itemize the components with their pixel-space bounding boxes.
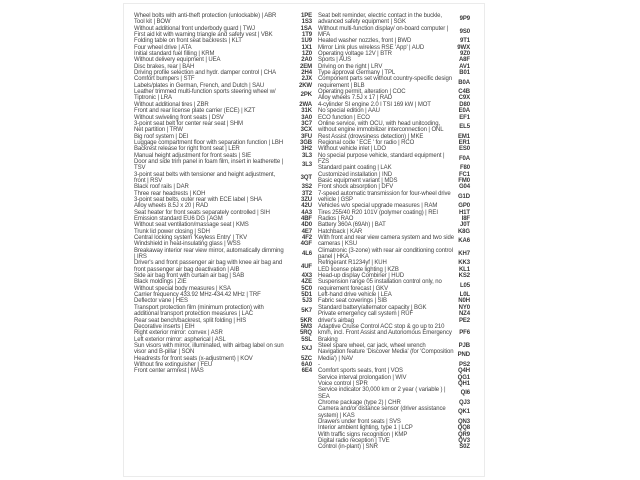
equipment-row (318, 406, 470, 419)
equipment-description: 7-speed automatic transmission for four-wheel drive vehicle | GSP (318, 190, 451, 203)
equipment-code: 4F2 (301, 235, 312, 242)
equipment-code: PE2 (458, 317, 470, 324)
equipment-description: Drawers under front seats | SVS (318, 419, 401, 425)
equipment-description: Black moldings | ZIE (134, 279, 187, 286)
equipment-description: Trunk lid power closing | SDH (134, 228, 210, 235)
equipment-description: Front shock absorption | DFV (318, 184, 394, 191)
equipment-code: 3A0 (301, 114, 312, 121)
equipment-row (134, 368, 312, 374)
equipment-description: Leather trimmed multi-function sports steering wheel w/ Tiptronic | LRA (134, 89, 276, 102)
equipment-code: PND (457, 352, 470, 359)
equipment-code: 1Z0 (301, 51, 312, 58)
equipment-description: Four wheel drive | ATA (134, 44, 192, 51)
equipment-code: EM1 (457, 133, 470, 140)
equipment-code: C4B (458, 89, 470, 96)
equipment-code: Q4H (457, 368, 470, 375)
equipment-description: Online service, with OCU, with head unitcoding, without engine immobilizer interconnection | ONL (318, 120, 444, 134)
equipment-row (318, 387, 470, 400)
equipment-description: Seat belt reminder, electric contact in the buckle, advanced safety equipment | SGK (318, 13, 442, 26)
equipment-description: Alloy wheels 7.5J x 17 | RAD (318, 95, 393, 102)
equipment-description: First aid kit with warning triangle and safety vest | VBK (134, 32, 273, 39)
equipment-code: 1SA (300, 25, 312, 32)
equipment-row (134, 172, 312, 185)
equipment-description: Without special body measures | KSA (134, 285, 231, 292)
equipment-code: 1PE (300, 13, 312, 19)
equipment-description: LED license plate lighting | KZB (318, 266, 399, 273)
equipment-description: Central locking system 'Keyless Entry' | TKV (134, 235, 248, 242)
equipment-code: KS2 (458, 273, 470, 280)
equipment-description: Without additional tires | ZBR (134, 101, 209, 108)
equipment-description: Sports | AUS (318, 57, 352, 64)
equipment-code: QG1 (457, 374, 470, 381)
equipment-description: Backrest release for right front seat | LER (134, 146, 240, 153)
equipment-code: 4UF (300, 263, 312, 270)
equipment-code: 6E4 (301, 368, 312, 375)
equipment-description: Rear seat bench/backrest, split folding | HIS (134, 317, 247, 324)
equipment-description: Mirror Link plus wireless RSE 'App' | AUD (318, 44, 425, 51)
equipment-row (318, 26, 470, 39)
equipment-row (134, 248, 312, 261)
equipment-description: Basic equipment variant | MDS (318, 177, 398, 184)
equipment-code: 3C7 (301, 120, 312, 127)
equipment-code: 1T9 (301, 32, 312, 39)
equipment-code: 5K7 (301, 307, 312, 314)
equipment-description: Suspension range 05 installation control only, no requirement forecast | GKV (318, 279, 442, 292)
equipment-code: 2KW (298, 82, 312, 89)
equipment-description: Driving on the right | LRV (318, 63, 383, 70)
equipment-description: Sun visors with mirror, illuminated, with airbag label on sun visor and B-pillar | SON (134, 342, 284, 356)
equipment-code: QQ8 (457, 425, 470, 432)
equipment-code: F80 (459, 165, 470, 172)
equipment-code: KH7 (458, 250, 470, 257)
equipment-description: Hatchback | KAR (318, 228, 363, 235)
equipment-description: Operating voltage 12V | BTR (318, 51, 392, 58)
equipment-code: 9P9 (459, 16, 470, 23)
equipment-code: 5J3 (302, 298, 312, 305)
equipment-code: 6A0 (301, 361, 312, 368)
equipment-description: Rest Assist (drowsiness detection) | MKE (318, 133, 424, 140)
equipment-row (134, 159, 312, 172)
equipment-code: QJ3 (458, 399, 470, 406)
equipment-code: 5D1 (301, 292, 312, 299)
equipment-description: Without vehicle inlet | LDO (318, 146, 386, 153)
equipment-row (134, 260, 312, 273)
equipment-description: Refrigerant R1234yf | KUH (318, 260, 387, 267)
equipment-code: B0A (458, 79, 470, 86)
equipment-code: L0L (459, 292, 470, 299)
equipment-code: PJB (458, 342, 470, 349)
equipment-row (318, 349, 470, 362)
equipment-code: 3GB (299, 139, 312, 146)
equipment-code: C9X (458, 95, 470, 102)
equipment-description: Big roof system | DEI (134, 133, 189, 140)
equipment-code: 2WA (299, 101, 312, 108)
equipment-description: Without additional front underbody guard | TWJ (134, 25, 255, 32)
equipment-description: 3-point seat belt for center rear seat | SHM (134, 120, 243, 127)
equipment-description: Radios | RAO (318, 216, 354, 222)
equipment-description: No special edition | AAU (318, 108, 380, 115)
equipment-code: N0H (458, 298, 470, 305)
equipment-code: 5C0 (301, 285, 312, 292)
equipment-description: Left exterior mirror: aspherical | ASL (134, 336, 226, 343)
equipment-row (134, 89, 312, 102)
equipment-code: NY0 (458, 304, 470, 311)
equipment-description: Three rear headrests | KOH (134, 190, 206, 197)
equipment-description: Service interval prolongation | WIV (318, 374, 407, 381)
equipment-description: Front center armrest | MAS (134, 368, 204, 375)
equipment-description: 3-point seat belts, outer rear with ECE label | SHA (134, 196, 262, 203)
equipment-description: Alloy wheels 8.5J x 20 | RAD (134, 203, 209, 210)
equipment-description: Head-up display Combiner | HUD (318, 273, 404, 280)
equipment-description: Side air bag front with curtain air bag | SAB (134, 273, 245, 280)
equipment-description: driver's airbag (318, 317, 354, 324)
equipment-code: 2PK (300, 92, 312, 99)
equipment-code: 5M3 (300, 323, 312, 330)
equipment-description: Black roof rails | DAR (134, 184, 189, 191)
equipment-description: Standard battery/alternator capacity | BGK (318, 304, 427, 311)
equipment-description: Digital radio reception | TVE (318, 438, 390, 445)
equipment-code: 1X1 (301, 44, 312, 51)
equipment-description: Camera and/or distance sensor (driver assistance system) | KAS (318, 406, 446, 419)
equipment-description: Transport protection film (minimum protection) with additional transport protection measures | LAC (134, 304, 264, 318)
equipment-code: E0A (458, 108, 470, 115)
equipment-description: Without delivery equipment | UEA (134, 57, 221, 64)
equipment-row (318, 235, 470, 248)
equipment-code: 2H4 (301, 70, 312, 77)
equipment-code: 2EM (299, 63, 312, 70)
equipment-description: Without seat ventilation/massage seat | KMS (134, 222, 249, 229)
equipment-description: Front and rear license plate carrier (ECE) | KZT (134, 108, 256, 115)
equipment-description: Steel spare wheel, car jack, wheel wrench (318, 342, 426, 349)
equipment-description: ECO function | ECO (318, 114, 370, 121)
equipment-description: Without swiveling front seats | DSV (134, 114, 224, 121)
equipment-description: Customized installation | IND (318, 171, 393, 178)
equipment-description: Emission standard EU6 DG | AGM (134, 216, 223, 222)
equipment-description: With front and rear view camera system and two side cameras | KSU (318, 235, 454, 248)
equipment-row (318, 76, 470, 89)
equipment-description: Net partition | TRW (134, 127, 183, 134)
equipment-description: Vehicles w/o special upgrade measures | RAM (318, 203, 438, 210)
equipment-code: 9WX (457, 44, 470, 51)
equipment-description: Tool kit | BOW (134, 19, 171, 26)
equipment-code: 2A0 (301, 57, 312, 64)
equipment-code: NZ4 (458, 311, 470, 318)
equipment-description: Control (in-plant) | SNR (318, 444, 378, 451)
equipment-code: B01 (459, 70, 470, 77)
equipment-description: Fabric seat coverings | SIB (318, 298, 387, 305)
equipment-description: Type approval Germany | TPL (318, 70, 396, 77)
equipment-row (318, 444, 470, 450)
equipment-description: Carrier frequency 433.92 MHz-434.42 MHz | TRF (134, 292, 261, 299)
equipment-description: Headrests for front seats (x-adjustment) | KOV (134, 355, 253, 362)
equipment-code: 4E7 (301, 228, 312, 235)
equipment-code: FM0 (458, 177, 470, 184)
equipment-description: Without multi-function display/ on-board computer | MFA (318, 25, 449, 39)
equipment-code: J0T (459, 222, 470, 229)
equipment-description: Battery 360A (69Ah) | BAT (318, 222, 386, 229)
equipment-description: Door and side trim panel in foam film, insert in leatherette | TSV (134, 158, 284, 172)
equipment-code: 3L3 (301, 152, 312, 159)
equipment-code: 4ZE (301, 279, 312, 286)
equipment-code: KL1 (458, 266, 470, 273)
equipment-description: Adaptive Cruise Control ACC stop & go up to 210 km/h, incl. Front Assist and Autonomous Emergency Braking (318, 323, 452, 343)
equipment-code: 3H2 (301, 146, 312, 153)
equipment-code: 5SL (301, 336, 312, 343)
equipment-code: 3ZU (300, 196, 312, 203)
equipment-description: Labels/plates in German, French, and Dutch | SAU (134, 82, 265, 89)
equipment-code: 42U (301, 203, 312, 210)
equipment-description: Initial standard fuel filling | KRM (134, 51, 215, 58)
equipment-row (318, 324, 470, 343)
equipment-code: S0Z (459, 444, 470, 451)
equipment-code: H1T (458, 209, 470, 216)
equipment-description: Navigation feature 'Discover Media' (for 'Composition Media') | NAV (318, 349, 454, 362)
equipment-code: QI6 (460, 390, 470, 397)
equipment-code: QR9 (457, 431, 470, 438)
equipment-code: 1S3 (301, 19, 312, 26)
equipment-description: Left-hand drive vehicle | LEA (318, 292, 392, 299)
equipment-code: 5ZC (300, 355, 312, 362)
equipment-description: Deflector vane | HES (134, 298, 188, 305)
equipment-code: 3S2 (301, 184, 312, 191)
equipment-description: Right exterior mirror: convex | ASR (134, 330, 223, 337)
equipment-code: 9Z0 (459, 51, 470, 58)
equipment-code: FC1 (458, 171, 470, 178)
equipment-code: K8G (457, 228, 470, 235)
equipment-code: QK1 (457, 409, 470, 416)
equipment-code: F0A (458, 155, 470, 162)
equipment-code: 2JX (301, 76, 312, 83)
equipment-code: 4X3 (301, 273, 312, 280)
equipment-description: Standard paint coating | LAK (318, 165, 392, 172)
equipment-description: Comfort bumpers | STF (134, 76, 195, 83)
equipment-code: G04 (458, 184, 470, 191)
equipment-code: 5KR (300, 317, 312, 324)
equipment-description: 4-cylinder SI engine 2.0 l TSI 169 kW | MOT (318, 101, 431, 108)
equipment-description: With traffic signs recognition | KMP (318, 431, 408, 438)
equipment-code: QN3 (457, 419, 470, 425)
equipment-code: 4GF (300, 241, 312, 248)
equipment-description: Climatronic (3-zone) with rear air conditioning control panel | HKA (318, 247, 453, 261)
equipment-code: AV1 (459, 63, 470, 70)
equipment-description: Regional code ' ECE ' for radio | RCO (318, 139, 415, 146)
equipment-code: 4L6 (301, 250, 312, 257)
equipment-code: 4BF (300, 216, 312, 222)
equipment-description: Operating permit, alteration | COC (318, 89, 406, 96)
equipment-row (318, 279, 470, 292)
equipment-code: G1D (457, 193, 470, 200)
equipment-description: Voice control | SPR (318, 380, 368, 387)
equipment-description: Folding table on front seat backrests | KLT (134, 38, 242, 45)
equipment-code: D80 (459, 101, 470, 108)
equipment-description: Service indicator 30,000 km or 2 year ( variable ) | SEA (318, 387, 446, 400)
equipment-description: Heated washer nozzles, front | BWD (318, 38, 412, 45)
equipment-code: 9T1 (459, 38, 470, 45)
equipment-code: 1U9 (301, 38, 312, 45)
equipment-description: Component parts set without country-specific design requirement | BLB (318, 76, 452, 89)
equipment-code: KA6 (458, 238, 470, 245)
equipment-code: KK3 (458, 260, 470, 267)
equipment-row (318, 153, 470, 166)
equipment-code: 9S0 (459, 28, 470, 35)
equipment-code: A8F (458, 57, 470, 64)
equipment-description: Luggage compartment floor with separation function | LBH (134, 139, 284, 146)
equipment-code: ER1 (458, 139, 470, 146)
equipment-code: QH1 (457, 380, 470, 387)
equipment-row (134, 343, 312, 356)
equipment-code: 3L3 (301, 162, 312, 169)
equipment-description: Tires 255/40 R20 101V (polymer coating) | REI (318, 209, 438, 216)
equipment-code: PS2 (458, 361, 470, 368)
equipment-code: EL5 (459, 124, 470, 131)
equipment-code: I8F (461, 216, 470, 222)
equipment-code: 3T2 (301, 190, 312, 197)
equipment-description: Interior ambient lighting, type 1 | LCP (318, 425, 413, 432)
equipment-description: Comfort sports seats, front | VOS (318, 368, 403, 375)
equipment-code: 3CX (300, 127, 312, 134)
equipment-description: Driving profile selection and hydr. damper control | CHA (134, 70, 277, 77)
equipment-code: 4A3 (301, 209, 312, 216)
equipment-description: 3-point seat belts with tensioner and height adjustment, front | RSV (134, 171, 276, 184)
equipment-code: EF1 (459, 114, 470, 121)
equipment-code: ES0 (458, 146, 470, 153)
equipment-row (318, 121, 470, 134)
equipment-row (134, 305, 312, 318)
equipment-description: Wheel bolts with anti-theft protection (unlockable) | ABR (134, 13, 277, 19)
equipment-description: Breakaway interior rear view mirror, automatically dimming | IRS (134, 247, 284, 261)
equipment-code: 5XJ (301, 346, 312, 353)
equipment-description: Driver's and front passenger air bag with knee air bag and front passenger air bag deactivation | AIB (134, 260, 283, 273)
equipment-code: L05 (459, 282, 470, 289)
equipment-description: Manual height adjustment for front seats | SIE (134, 152, 252, 159)
equipment-code: 4D0 (301, 222, 312, 229)
equipment-description: Windshield in heat-insulating glass | WSS (134, 241, 241, 248)
equipment-code: 3FU (300, 133, 312, 140)
equipment-description: Seat heater for front seats separately controlled | SIH (134, 209, 270, 216)
equipment-description: Without fire extinguisher | FEU (134, 361, 213, 368)
equipment-column-left (134, 13, 312, 375)
equipment-code: QV3 (458, 438, 470, 445)
equipment-code: PF6 (459, 330, 470, 337)
equipment-description: No special purpose vehicle, standard equipment | FZS (318, 152, 445, 165)
equipment-description: Private emergency call system | RUF (318, 311, 414, 318)
equipment-column-right (318, 13, 470, 451)
equipment-description: Chrome package (type 2) | CHR (318, 399, 401, 406)
equipment-row (318, 191, 470, 204)
equipment-code: 5RQ (299, 330, 312, 337)
equipment-description: Decorative inserts | EIH (134, 323, 195, 330)
equipment-codes-table (123, 3, 485, 477)
equipment-code: 3QT (300, 174, 312, 181)
equipment-row (318, 13, 470, 26)
equipment-code: 31K (301, 108, 312, 115)
equipment-row (318, 248, 470, 261)
equipment-description: Disc brakes, rear | BAH (134, 63, 195, 70)
equipment-code: GP0 (458, 203, 470, 210)
equipment-description: - (318, 361, 320, 368)
